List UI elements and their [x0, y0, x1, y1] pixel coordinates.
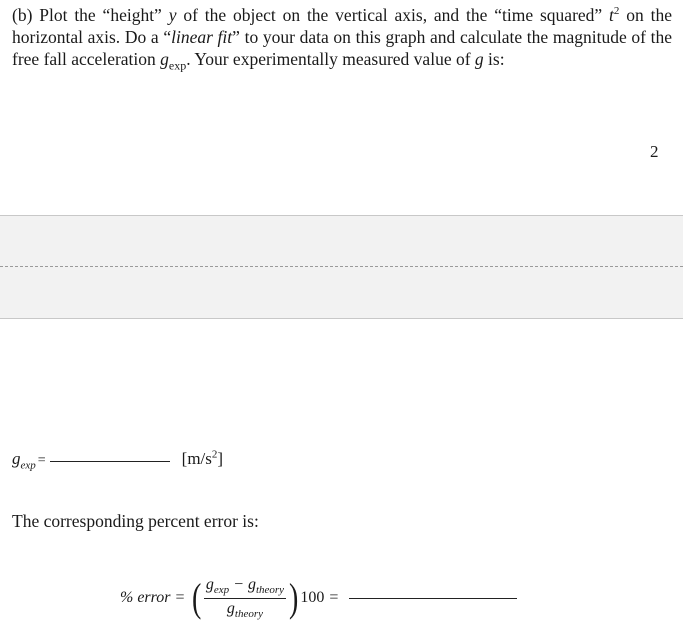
page-break-separator: [0, 215, 683, 319]
formula-lhs: % error: [120, 589, 171, 606]
gexp-symbol: [12, 448, 36, 472]
question-text: [12, 4, 673, 73]
var-t: t: [609, 5, 614, 25]
num-g1: g: [205, 576, 214, 594]
gexp-g: g: [12, 448, 21, 468]
den-g: g: [226, 599, 235, 617]
close-paren: ): [289, 575, 299, 620]
page-number: 2: [650, 142, 659, 161]
gexp-equals: =: [37, 452, 46, 468]
fraction-numerator: [204, 576, 286, 598]
minus-sign: −: [233, 576, 244, 594]
num-g2: g: [247, 576, 256, 594]
g-subscript: exp: [168, 58, 187, 73]
formula-equals: =: [175, 589, 185, 606]
question-text-4: . Your experimentally measured value of: [186, 49, 471, 69]
var-y: y: [168, 5, 177, 25]
percent-error-answer-blank[interactable]: [349, 597, 517, 599]
g-symbol-2: g: [474, 49, 484, 69]
question-part-label: (b) Plot the “height”: [12, 5, 162, 25]
num-sub1: exp: [213, 584, 230, 597]
gexp-answer-line: [12, 448, 223, 471]
error-fraction: [204, 576, 286, 619]
factor-100: 100: [300, 589, 325, 606]
num-sub2: theory: [255, 584, 285, 597]
g-symbol: g: [160, 49, 169, 69]
gexp-sub: exp: [20, 459, 36, 472]
page-break-dashed-line: [0, 266, 683, 267]
percent-error-label: The corresponding percent error is:: [12, 511, 259, 531]
question-text-5: is:: [488, 49, 505, 69]
question-text-2: on the horizontal axis. Do a “: [12, 5, 673, 47]
gexp-unit: [182, 449, 223, 468]
fraction-denominator: [227, 599, 263, 620]
percent-error-formula: [120, 570, 517, 626]
gexp-answer-blank[interactable]: [50, 460, 170, 462]
linear-fit-term: linear fit: [171, 27, 233, 47]
question-text-1: of the object on the vertical axis, and the “time squared”: [183, 5, 603, 25]
t-exponent: 2: [613, 5, 620, 18]
den-sub: theory: [234, 607, 264, 620]
unit-close: ]: [217, 448, 224, 468]
unit-base: [m/s: [181, 448, 212, 468]
unit-exponent: 2: [211, 448, 218, 460]
formula-equals-2: =: [329, 589, 339, 606]
open-paren: (: [191, 575, 201, 620]
question-text-3: ” to your data on this graph and calculate the magnitude of the free fall acceleration: [12, 27, 673, 69]
